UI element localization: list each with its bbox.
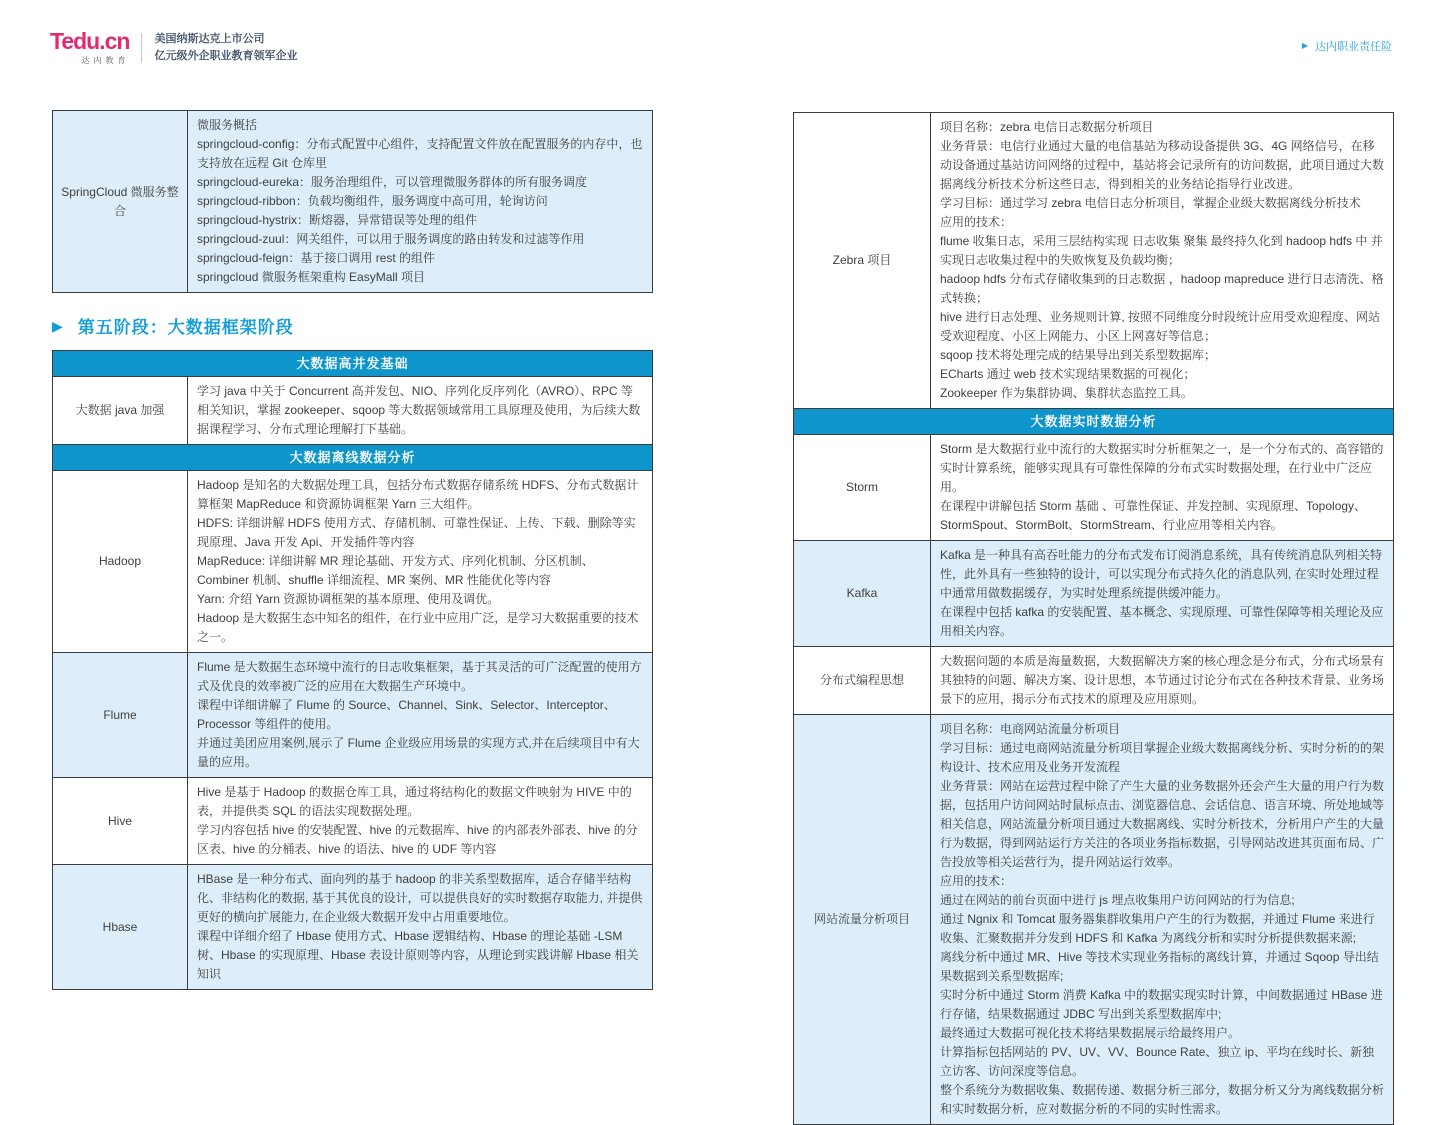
tedu-logo-subtext: 达内教育 — [81, 56, 130, 65]
course-row — [794, 435, 1394, 541]
description-line: 学习目标：通过电商网站流量分析项目掌握企业级大数据离线分析、实时分析的的架构设计、技术应用及业务开发流程 — [940, 741, 1385, 774]
description-line: flume 收集日志，采用三层结构实现 日志收集 聚集 最终持久化到 hadoop hdfs 中 并实现日志收集过程中的失败恢复及负载均衡； — [940, 234, 1383, 267]
course-description-cell — [188, 111, 653, 293]
stage-heading — [52, 313, 653, 338]
description-line: springcloud-ribbon：负载均衡组件，服务调度中高可用，轮询访问 — [197, 194, 548, 208]
bigdata-stage-table — [52, 350, 653, 990]
course-row — [53, 111, 653, 293]
description-line: hive 进行日志处理、业务规则计算, 按照不同维度分时段统计应用受欢迎程度、网站受欢迎程度、小区上网能力、小区上网喜好等信息； — [940, 310, 1381, 343]
right-column — [793, 112, 1394, 1125]
description-line: HBase 是一种分布式、面向列的基于 hadoop 的非关系型数据库，适合存储半结构化、非结构化的数据, 基于其优良的设计，可以提供良好的实时数据存取能力, 并提供更好的横向扩展能力, 在企业级大数据开发中占用重要地位。 — [197, 872, 643, 924]
course-name-cell: SpringCloud 微服务整合 — [53, 111, 188, 293]
description-line: 课程中详细介绍了 Hbase 使用方式、Hbase 逻辑结构、Hbase 的理论基础 -LSM 树、Hbase 的实现原理、Hbase 表设计原则等内容，从理论到实践讲解 Hbase 相关知识 — [197, 929, 639, 981]
course-description-cell — [188, 865, 653, 990]
table-section-header — [53, 351, 653, 377]
description-line: 离线分析中通过 MR、Hive 等技术实现业务指标的离线计算，并通过 Sqoop 导出结果数据到关系型数据库; — [940, 950, 1379, 983]
course-description-cell — [931, 715, 1394, 1125]
description-line: Hive 是基于 Hadoop 的数据仓库工具，通过将结构化的数据文件映射为 HIVE 中的表，并提供类 SQL 的语法实现数据处理。 — [197, 785, 632, 818]
tedu-logo — [50, 30, 129, 66]
triangle-right-icon: ▶ — [52, 317, 64, 334]
description-line: hadoop hdfs 分布式存储收集到的日志数据 ，hadoop mapreduce 进行日志清洗、格式转换； — [940, 272, 1384, 305]
course-description-cell — [188, 653, 653, 778]
description-line: Storm 是大数据行业中流行的大数据实时分析框架之一，是一个分布式的、高容错的实时计算系统，能够实现具有可靠性保障的分布式实时数据处理，在行业中广泛应用。 — [940, 442, 1384, 494]
description-line: springcloud-hystrix：断熔器，异常错误等处理的组件 — [197, 213, 478, 227]
course-description-cell — [188, 778, 653, 865]
description-line: 学习 java 中关于 Concurrent 高并发包、NIO、序列化反序列化（AVRO）、RPC 等相关知识，掌握 zookeeper、sqoop 等大数据领域常用工具原理及使用，为后续大数据课程学习、分布式理论理解打下基础。 — [197, 384, 641, 436]
course-name-cell: Zebra 项目 — [794, 113, 931, 409]
description-line: 并通过美团应用案例,展示了 Flume 企业级应用场景的实现方式,并在后续项目中有大量的应用。 — [197, 736, 640, 769]
description-line: MapReduce: 详细讲解 MR 理论基础、开发方式、序列化机制、分区机制、Combiner 机制、shuffle 详细流程、MR 案例、MR 性能优化等内容 — [197, 554, 594, 587]
description-line: 学习内容包括 hive 的安装配置、hive 的元数据库、hive 的内部表外部表、hive 的分区表、hive 的分桶表、hive 的语法、hive 的 UDF 等内容 — [197, 823, 638, 856]
course-name-cell: 网站流量分析项目 — [794, 715, 931, 1125]
description-line: 项目名称：电商网站流量分析项目 — [940, 722, 1121, 736]
springcloud-table — [52, 110, 653, 293]
course-name-cell: Storm — [794, 435, 931, 541]
description-line: 业务背景：网站在运营过程中除了产生大量的业务数据外还会产生大量的用户行为数据，包括用户访问网站时鼠标点击、浏览器信息、会话信息、语言环境、所处地域等相关信息，网站流量分析项目通过大数据离线、实时分析技术，分析用户产生的大量行为数据，得到网站运行方关注的各项业务指标数据，引导网站改进其页面布局、广告投放等相关运营行为，提升网站运行效率。 — [940, 779, 1385, 869]
description-line: HDFS: 详细讲解 HDFS 使用方式、存储机制、可靠性保证、上传、下载、删除等实现原理、Java 开发 Api、开发插件等内容 — [197, 516, 636, 549]
course-row — [794, 647, 1394, 715]
table-section-header — [53, 445, 653, 471]
insurance-link-label: 达内职业责任险 — [1315, 41, 1392, 53]
description-line: springcloud-zuul：网关组件，可以用于服务调度的路由转发和过滤等作用 — [197, 232, 585, 246]
course-name-cell: 分布式编程思想 — [794, 647, 931, 715]
description-line: springcloud-feign：基于接口调用 rest 的组件 — [197, 251, 436, 265]
section-header-label: 大数据离线数据分析 — [53, 445, 653, 471]
description-line: springcloud 微服务框架重构 EasyMall 项目 — [197, 270, 426, 284]
description-line: 在课程中包括 kafka 的安装配置、基本概念、实现原理、可靠性保障等相关理论及应用相关内容。 — [940, 605, 1384, 638]
course-description-cell — [931, 113, 1394, 409]
insurance-link[interactable] — [1302, 38, 1392, 54]
stage-heading-label: 第五阶段：大数据框架阶段 — [77, 318, 294, 337]
course-name-cell: Hive — [53, 778, 188, 865]
description-line: 微服务概括 — [197, 118, 258, 132]
slogan-line-2: 亿元级外企职业教育领军企业 — [154, 50, 298, 62]
slogan-line-1: 美国纳斯达克上市公司 — [154, 32, 265, 45]
course-name-cell: Flume — [53, 653, 188, 778]
description-line: springcloud-config：分布式配置中心组件，支持配置文件放在配置服务的内存中，也支持放在远程 Git 仓库里 — [197, 137, 643, 170]
course-name-cell: 大数据 java 加强 — [53, 377, 188, 445]
description-line: 应用的技术： — [940, 874, 1013, 888]
course-name-cell: Hadoop — [53, 471, 188, 653]
description-line: Hadoop 是知名的大数据处理工具，包括分布式数据存储系统 HDFS、分布式数据计算框架 MapReduce 和资源协调框架 Yarn 三大组件。 — [197, 478, 639, 511]
description-line: 课程中详细讲解了 Flume 的 Source、Channel、Sink、Selector、Interceptor、Processor 等组件的使用。 — [197, 698, 616, 731]
description-line: 应用的技术： — [940, 215, 1013, 229]
description-line: Kafka 是一种具有高吞吐能力的分布式发布订阅消息系统，具有传统消息队列相关特性，此外具有一些独特的设计，可以实现分布式持久化的消息队列, 在实时处理过程中通常用做数据缓存，为实时处理系统提供缓冲能力。 — [940, 548, 1383, 600]
course-description-cell — [931, 435, 1394, 541]
course-row — [53, 653, 653, 778]
section-header-label: 大数据实时数据分析 — [794, 409, 1394, 435]
company-slogan — [154, 31, 297, 65]
course-description-cell — [188, 377, 653, 445]
description-line: springcloud-eureka：服务治理组件，可以管理微服务群体的所有服务调度 — [197, 175, 588, 189]
description-line: Hadoop 是大数据生态中知名的组件，在行业中应用广泛，是学习大数据重要的技术之一。 — [197, 611, 639, 644]
course-description-cell — [931, 647, 1394, 715]
description-line: Yarn: 介绍 Yarn 资源协调框架的基本原理、使用及调优。 — [197, 592, 500, 606]
description-line: 最终通过大数据可视化技术将结果数据展示给最终用户。 — [940, 1026, 1241, 1040]
description-line: 大数据问题的本质是海量数据，大数据解决方案的核心理念是分布式，分布式场景有其独特的问题、解决方案、设计思想，本节通过讨论分布式在各种技术背景、业务场景下的应用，揭示分布式技术的原理及应用原则。 — [940, 654, 1385, 706]
course-row — [794, 541, 1394, 647]
description-line: 在课程中讲解包括 Storm 基础 、可靠性保证、并发控制、实现原理、Topology、StormSpout、StormBolt、StormStream、行业应用等相关内容。 — [940, 499, 1367, 532]
course-row — [794, 715, 1394, 1125]
tedu-logo-text: Tedu.cn — [50, 28, 130, 54]
description-line: 业务背景：电信行业通过大量的电信基站为移动设备提供 3G、4G 网络信号，在移动设备通过基站访问网络的过程中，基站将会记录所有的访问数据，此项目通过大数据离线分析技术分析这些日志，得到相关的业务结论指导行业改进。 — [940, 139, 1385, 191]
description-line: 通过在网站的前台页面中进行 js 埋点收集用户访问网站的行为信息; — [940, 893, 1295, 907]
description-line: 实时分析中通过 Storm 消费 Kafka 中的数据实现实时计算，中间数据通过 HBase 进行存储，结果数据通过 JDBC 写出到关系型数据库中; — [940, 988, 1383, 1021]
arrow-right-icon: ▶ — [1301, 41, 1308, 50]
course-row — [53, 471, 653, 653]
course-row — [53, 778, 653, 865]
description-line: ECharts 通过 web 技术实现结果数据的可视化； — [940, 367, 1196, 381]
course-name-cell: Kafka — [794, 541, 931, 647]
left-column — [52, 110, 653, 990]
bigdata-projects-table — [793, 112, 1394, 1125]
description-line: 项目名称：zebra 电信日志数据分析项目 — [940, 120, 1154, 134]
section-header-label: 大数据高并发基础 — [53, 351, 653, 377]
course-description-cell — [188, 471, 653, 653]
description-line: 通过 Ngnix 和 Tomcat 服务器集群收集用户产生的行为数据，并通过 Flume 来进行收集、汇聚数据并分发到 HDFS 和 Kafka 为离线分析和实时分析提供数据来源; — [940, 912, 1375, 945]
course-name-cell: Hbase — [53, 865, 188, 990]
logo-divider — [141, 33, 142, 63]
description-line: 计算指标包括网站的 PV、UV、VV、Bounce Rate、独立 ip、平均在线时长、新独立访客、访问深度等信息。 — [940, 1045, 1375, 1078]
description-line: sqoop 技术将处理完成的结果导出到关系型数据库； — [940, 348, 1217, 362]
course-row — [53, 377, 653, 445]
course-description-cell — [931, 541, 1394, 647]
table-section-header — [794, 409, 1394, 435]
description-line: 学习目标：通过学习 zebra 电信日志分析项目，掌握企业级大数据离线分析技术 — [940, 196, 1361, 210]
page-header — [50, 30, 297, 66]
description-line: Flume 是大数据生态环境中流行的日志收集框架，基于其灵活的可广泛配置的使用方式及优良的效率被广泛的应用在大数据生产环境中。 — [197, 660, 642, 693]
description-line: 整个系统分为数据收集、数据传递、数据分析三部分，数据分析又分为离线数据分析和实时数据分析，应对数据分析的不同的实时性需求。 — [940, 1083, 1385, 1116]
course-row — [794, 113, 1394, 409]
course-row — [53, 865, 653, 990]
description-line: Zookeeper 作为集群协调、集群状态监控工具。 — [940, 386, 1193, 400]
